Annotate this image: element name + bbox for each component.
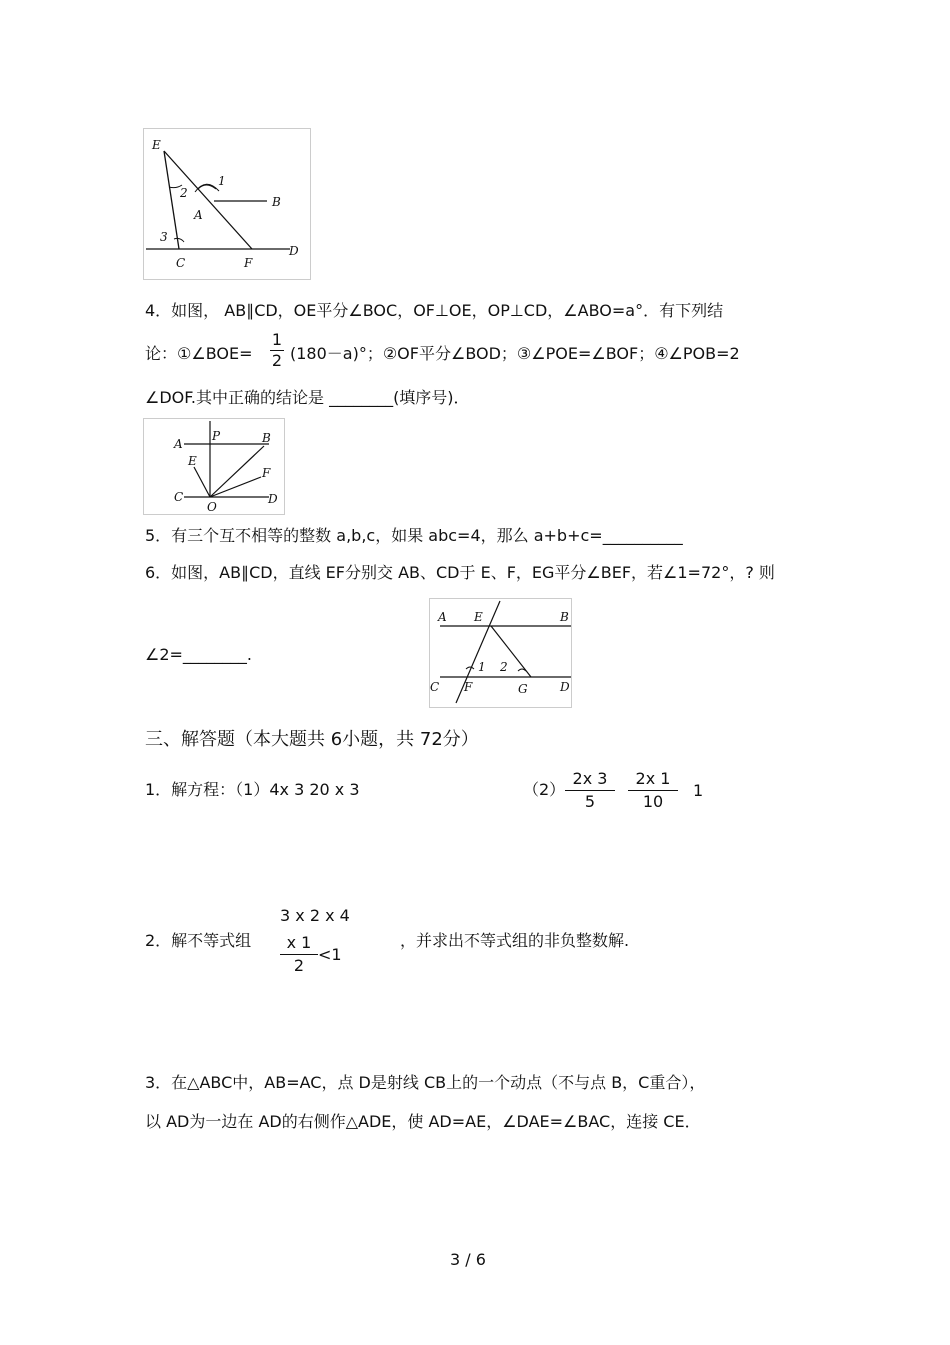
fig2-label-F: F <box>262 466 271 480</box>
q4-line1: 4．如图， AB∥CD，OE平分∠BOC，OF⊥OE，OP⊥CD，∠ABO=a°．有下列结 <box>145 301 724 320</box>
fig3-label-A: A <box>438 610 447 624</box>
p2-row2-rest: <1 <box>318 945 342 964</box>
figure-1-diagram <box>144 129 310 279</box>
fig3-label-B: B <box>560 610 569 624</box>
fig2-label-C: C <box>174 490 184 504</box>
p2-lead: 2．解不等式组 <box>145 931 252 950</box>
p1-fraction-1 <box>565 770 615 811</box>
q4-line3: ∠DOF.其中正确的结论是 ________(填序号)． <box>145 388 470 407</box>
p3-line1: 3．在△ABC中，AB=AC，点 D是射线 CB上的一个动点（不与点 B，C重合）， <box>145 1073 706 1092</box>
fig3-label-E: E <box>474 610 483 624</box>
fig1-label-B: B <box>272 195 281 209</box>
q5-text: 5．有三个互不相等的整数 a,b,c，如果 abc=4，那么 a+b+c=__________ <box>145 526 683 545</box>
figure-1 <box>143 128 311 280</box>
figure-3 <box>429 598 572 708</box>
p1-fraction-2 <box>628 770 678 811</box>
fig1-label-E: E <box>152 138 161 152</box>
p1-f2-num: 2x 1 <box>635 769 671 788</box>
q4-frac-den: 2 <box>271 351 283 370</box>
fig1-label-F: F <box>244 256 253 270</box>
p1-f1-den: 5 <box>584 792 596 811</box>
p1-lead: 1．解方程：（1）4x 3 20 x 3 <box>145 780 360 799</box>
fig1-label-3: 3 <box>160 230 168 244</box>
figure-2 <box>143 418 285 515</box>
figure-3-diagram <box>430 599 571 707</box>
fig3-label-D: D <box>560 680 570 694</box>
q4-line2a: 论：①∠BOE= <box>145 344 253 363</box>
q4-frac-num: 1 <box>271 330 283 349</box>
fig2-label-B: B <box>262 431 271 445</box>
p1-part2-label: （2） <box>523 780 566 799</box>
p3-line2: 以 AD为一边在 AD的右侧作△ADE，使 AD=AE，∠DAE=∠BAC，连接 CE． <box>145 1112 701 1131</box>
fig1-label-D: D <box>289 244 299 258</box>
p2-tail: ，并求出不等式组的非负整数解. <box>400 931 630 950</box>
p1-rhs: 1 <box>693 781 704 800</box>
section-3-heading: 三、解答题（本大题共 6小题，共 72分） <box>145 729 479 750</box>
fig3-label-C: C <box>430 680 440 694</box>
fig1-label-2: 2 <box>180 186 188 200</box>
fig2-label-P: P <box>212 429 221 443</box>
q6-line1: 6．如图，AB∥CD，直线 EF分别交 AB、CD于 E、F，EG平分∠BEF，若∠1=72°，? 则 <box>145 563 775 582</box>
q4-fraction <box>270 332 284 369</box>
fig1-label-1: 1 <box>218 174 226 188</box>
p1-f2-den: 10 <box>642 792 664 811</box>
fig3-label-G: G <box>518 682 528 696</box>
fig2-label-O: O <box>207 500 217 514</box>
fig3-label-F: F <box>464 680 473 694</box>
fig2-label-E: E <box>188 454 197 468</box>
p1-f1-num: 2x 3 <box>572 769 608 788</box>
p2-row2-num: x 1 <box>286 933 312 952</box>
fig2-label-D: D <box>268 492 278 506</box>
fig2-label-A: A <box>174 437 183 451</box>
figure-2-diagram <box>144 419 284 514</box>
q6-line2: ∠2=________. <box>145 645 253 664</box>
p2-row2-den: 2 <box>293 956 305 975</box>
fig1-label-A: A <box>194 208 203 222</box>
p2-row1: 3 x 2 x 4 <box>280 906 350 925</box>
fig1-label-C: C <box>176 256 186 270</box>
page-number: 3 / 6 <box>450 1250 486 1269</box>
fig3-label-1: 1 <box>478 660 486 674</box>
fig3-label-2: 2 <box>500 660 508 674</box>
q4-line2b: (180－a)°；②OF平分∠BOD；③∠POE=∠BOF；④∠POB=2 <box>290 344 740 363</box>
p2-fraction <box>280 934 318 975</box>
